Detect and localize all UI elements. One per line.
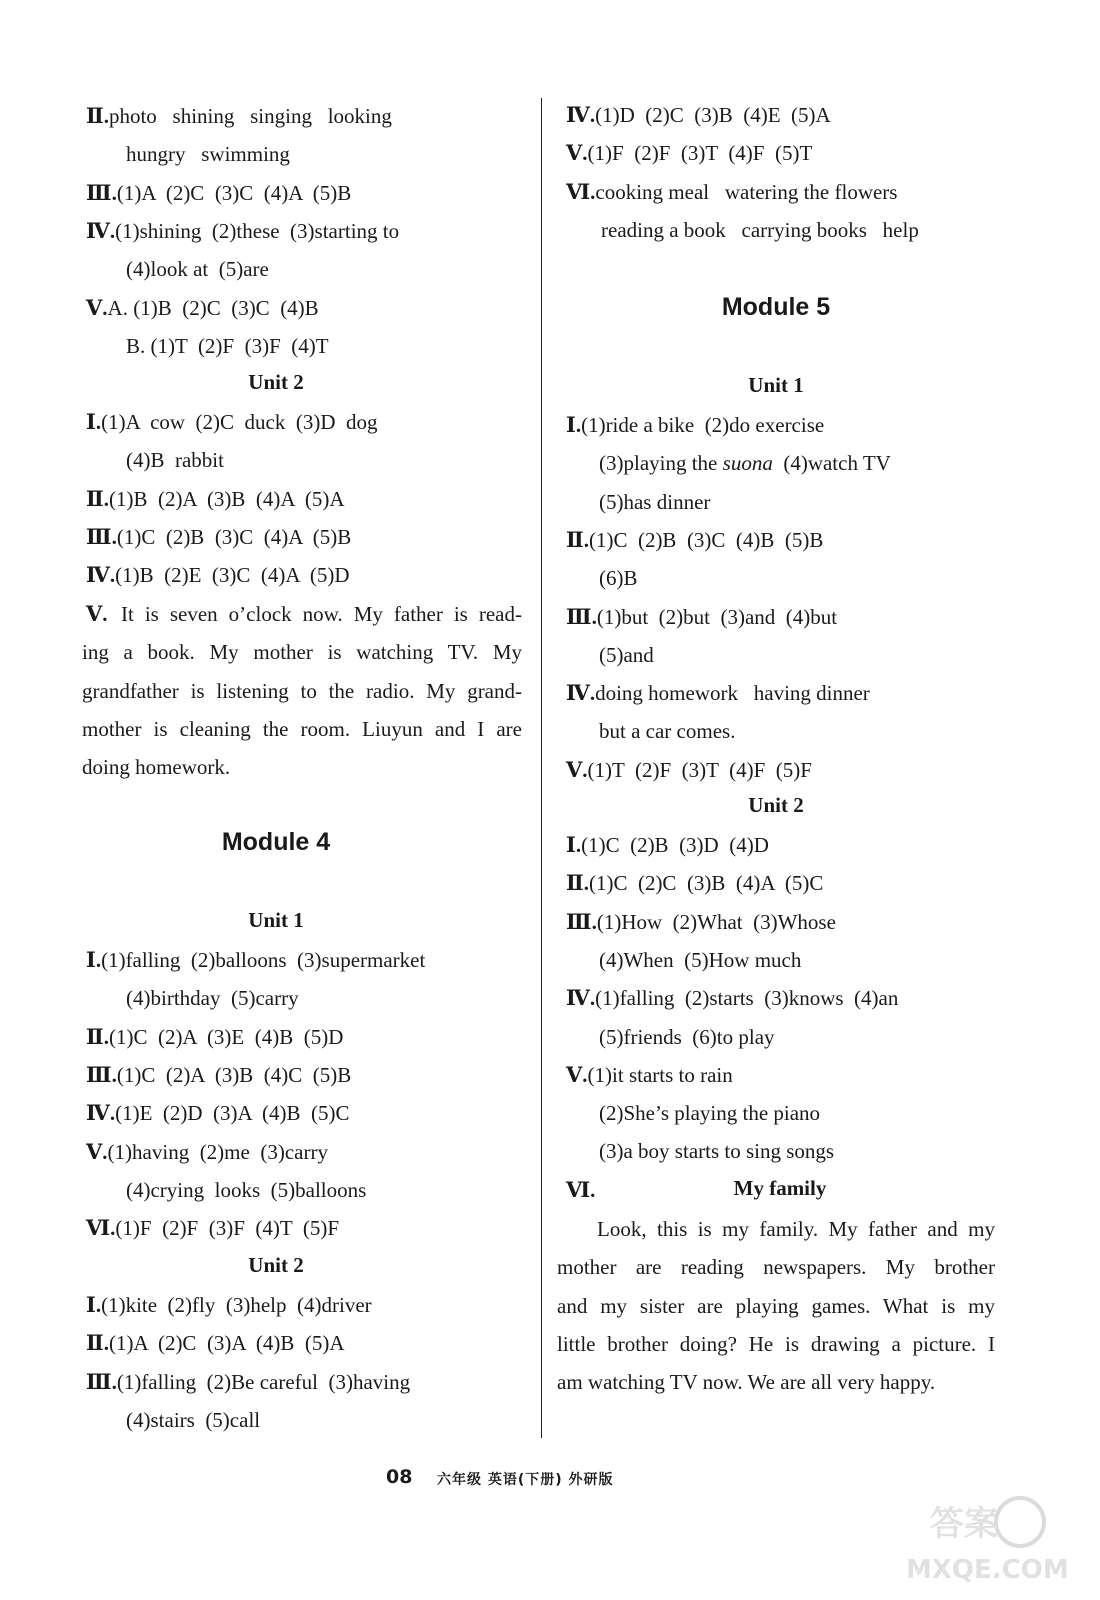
question-number: Ⅲ.	[86, 524, 117, 549]
module-title: Module 4	[221, 828, 331, 856]
answer-text: (6)B	[599, 566, 638, 591]
question-number: Ⅱ.	[86, 1024, 109, 1049]
question-number: Ⅴ.	[566, 757, 588, 782]
question-number: Ⅳ.	[566, 986, 596, 1011]
answer-line	[599, 449, 891, 477]
page-number: 08	[386, 1466, 413, 1488]
answer-line	[86, 1329, 345, 1357]
answer-line	[566, 603, 837, 631]
answer-line	[86, 1099, 350, 1127]
book-info: 六年级 英语(下册) 外研版	[437, 1472, 614, 1488]
question-number: Ⅲ.	[566, 909, 597, 934]
question-number: Ⅴ.	[86, 602, 108, 626]
answer-line	[126, 1406, 260, 1434]
answer-line	[86, 485, 345, 513]
answer-text: (1)E (2)D (3)A (4)B (5)C	[115, 1101, 350, 1126]
question-number: Ⅱ.	[86, 1331, 109, 1356]
answer-text: (3)a boy starts to sing songs	[599, 1139, 835, 1164]
paragraph-line: ing a book. My mother is watching TV. My	[82, 640, 522, 665]
answer-text: (4)birthday (5)carry	[126, 986, 299, 1011]
question-number: Ⅲ.	[566, 604, 597, 629]
answer-text: photo shining singing looking	[108, 104, 392, 128]
question-number: Ⅰ.	[86, 410, 102, 434]
italic-term: suona	[722, 451, 773, 476]
answer-text: (1)C (2)B (3)C (4)A (5)B	[116, 524, 352, 549]
question-number: Ⅴ.	[566, 141, 588, 166]
answer-text: (1)having (2)me (3)carry	[107, 1139, 328, 1164]
answer-text: (4)B rabbit	[126, 448, 224, 473]
answer-text: (1)A cow (2)C duck (3)D dog	[101, 410, 378, 434]
answer-line	[126, 255, 269, 283]
answer-line	[566, 756, 812, 784]
paragraph-line: It is seven o’clock now. My father is read-	[121, 602, 522, 626]
unit-title: Unit 2	[748, 793, 804, 817]
answer-text: (1)falling (2)starts (3)knows (4)an	[595, 986, 899, 1011]
answer-text: (1)C (2)B (3)D (4)D	[581, 833, 769, 857]
answer-text: (1)F (2)F (3)T (4)F (5)T	[587, 141, 813, 166]
answer-line	[126, 1176, 366, 1204]
paragraph-line: mother is cleaning the room. Liuyun and I are	[82, 716, 522, 741]
unit-title: Unit 2	[248, 1253, 304, 1277]
question-number: Ⅱ.	[86, 104, 109, 128]
answer-text: (5)friends (6)to play	[599, 1024, 775, 1049]
question-number: Ⅴ.	[86, 295, 108, 320]
answer-text: (1)C (2)C (3)B (4)A (5)C	[588, 871, 824, 896]
answer-text: cooking meal watering the flowers	[595, 179, 898, 204]
answer-text: reading a book carrying books help	[601, 217, 919, 242]
answer-line	[566, 139, 812, 167]
answer-text: (2)She’s playing the piano	[599, 1101, 821, 1126]
question-number: Ⅱ.	[566, 871, 589, 896]
answer-line	[86, 1061, 351, 1089]
question-number: Ⅵ.	[566, 1178, 596, 1202]
answer-line	[566, 178, 897, 206]
answer-line	[86, 1023, 343, 1051]
watermark-logo	[900, 1490, 1090, 1590]
essay-title: My family	[733, 1176, 827, 1200]
answer-text: (1)A (2)C (3)A (4)B (5)A	[108, 1331, 345, 1356]
answer-line	[599, 1137, 834, 1165]
question-number: Ⅳ.	[566, 681, 596, 706]
answer-text: (1)C (2)B (3)C (4)B (5)B	[588, 527, 824, 552]
svg-text:答案: 答案	[930, 1504, 998, 1544]
answer-line	[566, 984, 898, 1012]
paragraph-line: and my sister are playing games. What is my	[557, 1293, 995, 1318]
answer-text: but a car comes.	[599, 719, 736, 744]
answer-line	[599, 564, 638, 592]
answer-line	[126, 984, 299, 1012]
paragraph-line: am watching TV now. We are all very happy.	[557, 1370, 936, 1395]
answer-line	[86, 1214, 339, 1242]
answer-text: (1)D (2)C (3)B (4)E (5)A	[595, 103, 831, 127]
answer-line	[599, 1099, 820, 1127]
answer-text: (1)A (2)C (3)C (4)A (5)B	[116, 180, 352, 205]
answer-text: (1)kite (2)fly (3)help (4)driver	[101, 1293, 372, 1317]
answer-text: (5)has dinner	[599, 489, 711, 514]
answer-line	[86, 1368, 410, 1396]
answer-line	[566, 908, 836, 936]
answer-line	[86, 1291, 372, 1319]
question-number: Ⅱ.	[86, 486, 109, 511]
answer-text: (1)How (2)What (3)Whose	[596, 909, 836, 934]
answer-text: A. (1)B (2)C (3)C (4)B	[107, 295, 319, 320]
answer-line	[566, 101, 831, 129]
question-number: Ⅴ.	[86, 1139, 108, 1164]
column-divider	[541, 98, 542, 1438]
answer-line	[86, 408, 378, 436]
answer-line	[599, 946, 801, 974]
answer-text: (1)B (2)E (3)C (4)A (5)D	[115, 563, 350, 588]
paragraph-line: doing homework.	[82, 755, 231, 780]
paragraph-line: mother are reading newspapers. My brother	[557, 1255, 995, 1280]
answer-line	[599, 641, 654, 669]
answer-line	[126, 332, 329, 360]
answer-line	[86, 217, 399, 245]
answer-line	[126, 446, 224, 474]
paragraph-line: little brother doing? He is drawing a picture. I	[557, 1331, 995, 1356]
answer-text: (4)look at (5)are	[126, 257, 269, 282]
answer-text: (4)crying looks (5)balloons	[126, 1177, 367, 1202]
answer-text: B. (1)T (2)F (3)F (4)T	[126, 333, 329, 358]
question-number: Ⅲ.	[86, 180, 117, 205]
answer-line	[599, 717, 735, 745]
answer-text: (1)but (2)but (3)and (4)but	[596, 604, 838, 629]
answer-text: (1)C (2)A (3)E (4)B (5)D	[108, 1024, 344, 1049]
answer-line	[86, 102, 392, 130]
question-number: Ⅳ.	[86, 563, 116, 588]
question-number: Ⅴ.	[566, 1062, 588, 1087]
question-number: Ⅰ.	[86, 1293, 102, 1317]
question-number: Ⅵ.	[566, 179, 596, 204]
answer-text: (3)playing the	[599, 451, 723, 476]
answer-line	[86, 561, 350, 589]
module-title: Module 5	[721, 293, 831, 321]
answer-text: (1)falling (2)Be careful (3)having	[116, 1369, 411, 1394]
page-footer	[0, 1466, 1100, 1492]
question-number: Ⅰ.	[86, 948, 102, 972]
question-number: Ⅲ.	[86, 1369, 117, 1394]
answer-line	[566, 831, 769, 859]
answer-line	[599, 488, 710, 516]
answer-text: (1)F (2)F (3)F (4)T (5)F	[115, 1216, 340, 1241]
answer-line	[566, 411, 824, 439]
answer-line	[566, 526, 823, 554]
question-number: Ⅱ.	[566, 527, 589, 552]
answer-line	[86, 946, 425, 974]
question-number: Ⅰ.	[566, 413, 582, 437]
question-number: Ⅵ.	[86, 1216, 116, 1241]
paragraph-line: Look, this is my family. My father and my	[597, 1217, 995, 1241]
watermark-text: MXQE.COM	[906, 1555, 1069, 1585]
answer-line	[566, 869, 823, 897]
answer-text: (1)B (2)A (3)B (4)A (5)A	[108, 486, 345, 511]
unit-title: Unit 1	[248, 908, 304, 932]
answer-text: (1)ride a bike (2)do exercise	[581, 413, 825, 437]
answer-text: (1)it starts to rain	[587, 1062, 733, 1087]
unit-title: Unit 2	[248, 370, 304, 394]
answer-line	[86, 1138, 328, 1166]
answer-text: (5)and	[599, 642, 654, 667]
answer-line	[86, 523, 351, 551]
answer-line	[86, 294, 319, 322]
unit-title: Unit 1	[748, 373, 804, 397]
answer-text: (4)stairs (5)call	[126, 1407, 261, 1432]
answer-text: doing homework having dinner	[595, 681, 870, 706]
question-number: Ⅲ.	[86, 1062, 117, 1087]
question-number: Ⅳ.	[86, 218, 116, 243]
question-number: Ⅰ.	[566, 833, 582, 857]
answer-text: (4)When (5)How much	[599, 947, 802, 972]
answer-text: (1)C (2)A (3)B (4)C (5)B	[116, 1062, 352, 1087]
question-number: Ⅳ.	[566, 103, 596, 127]
paragraph-line: grandfather is listening to the radio. My grand-	[82, 678, 522, 703]
answer-line	[126, 140, 290, 168]
question-number: Ⅳ.	[86, 1101, 116, 1126]
answer-line	[601, 216, 919, 244]
answer-line	[566, 1061, 733, 1089]
answer-line	[566, 679, 870, 707]
answer-text: (1)T (2)F (3)T (4)F (5)F	[587, 757, 812, 782]
answer-text-cont: (4)watch TV	[772, 451, 891, 476]
answer-text: (1)falling (2)balloons (3)supermarket	[101, 948, 426, 972]
answer-line	[86, 179, 351, 207]
answer-line	[599, 1023, 775, 1051]
answer-text: (1)shining (2)these (3)starting to	[115, 218, 400, 243]
answer-text: hungry swimming	[126, 142, 290, 167]
